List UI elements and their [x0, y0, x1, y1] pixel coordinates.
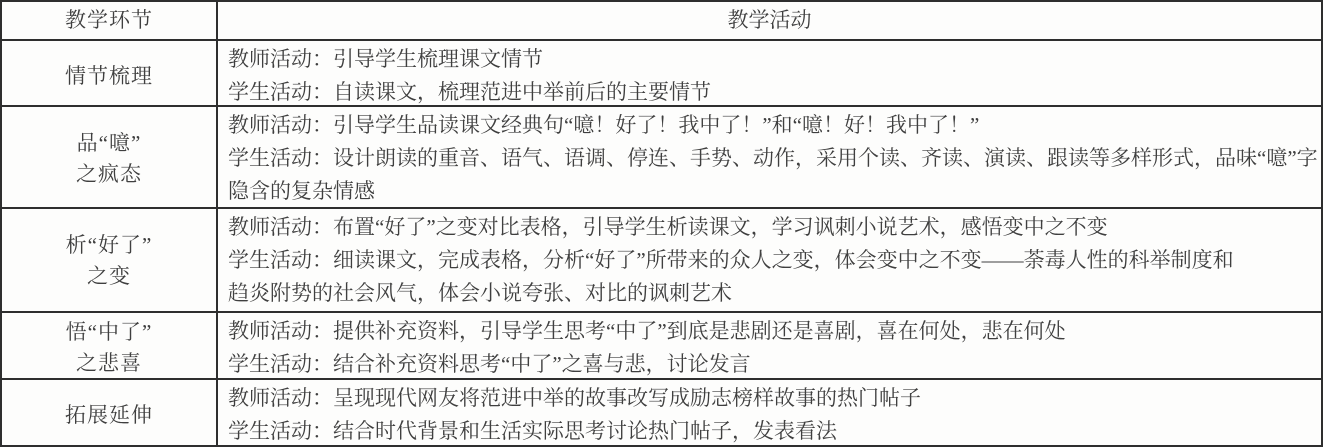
- stage-label: 品“噫”: [76, 130, 142, 155]
- stage-cell: [2, 41, 218, 111]
- stage-label: 悟“中了”: [65, 320, 153, 344]
- activity-cell: [218, 313, 1321, 383]
- stage-label-line2: 之变: [87, 263, 131, 288]
- header-stage-cell: [2, 2, 218, 39]
- student-activity-continuation: 趋炎附势的社会风气，体会小说夸张、对比的讽刺艺术: [228, 281, 732, 305]
- teacher-activity-line: 教师活动：呈现现代网友将范进中举的故事改写成励志榜样故事的热门帖子: [228, 386, 921, 410]
- stage-label: 情节梳理: [65, 63, 153, 88]
- student-activity-line: 学生活动：自读课文，梳理范进中举前后的主要情节: [228, 80, 711, 104]
- student-activity-line: 学生活动：设计朗读的重音、语气、语调、停连、手势、动作，采用个读、齐读、演读、跟读等多样形式，品味“噫”字: [228, 146, 1318, 170]
- table-row: [2, 378, 1321, 447]
- teacher-activity-line: 教师活动：布置“好了”之变对比表格，引导学生析读课文，学习讽刺小说艺术，感悟变中之不变: [228, 215, 1108, 239]
- table-row: [2, 105, 1321, 207]
- header-stage-label: 教学环节: [65, 8, 153, 32]
- student-activity-line: 学生活动：结合补充资料思考“中了”之喜与悲，讨论发言: [228, 352, 751, 376]
- teacher-activity-line: 教师活动：提供补充资料，引导学生思考“中了”到底是悲剧还是喜剧，喜在何处，悲在何处: [228, 319, 1066, 343]
- activity-cell: [218, 107, 1323, 210]
- activity-cell: [218, 41, 1321, 111]
- stage-cell: [2, 380, 218, 447]
- stage-cell: [2, 107, 218, 210]
- activity-cell: [218, 209, 1321, 312]
- table-header-row: [2, 2, 1321, 39]
- student-activity-line: 学生活动：结合时代背景和生活实际思考讨论热门帖子，发表看法: [228, 419, 837, 443]
- stage-label-line2: 之疯态: [76, 161, 142, 186]
- stage-label-line2: 之悲喜: [76, 351, 142, 375]
- activity-cell: [218, 380, 1321, 447]
- teacher-activity-line: 教师活动：引导学生品读课文经典句“噫！好了！我中了！”和“噫！好！我中了！”: [228, 113, 980, 137]
- header-activity-cell: [218, 2, 1321, 39]
- stage-label: 拓展延伸: [65, 402, 153, 427]
- student-activity-continuation: 隐含的复杂情感: [228, 179, 375, 203]
- table-row: [2, 311, 1321, 378]
- stage-cell: [2, 209, 218, 312]
- stage-label: 析“好了”: [65, 232, 153, 257]
- stage-cell: [2, 313, 218, 383]
- header-activity-label: 教学活动: [727, 8, 812, 32]
- student-activity-line: 学生活动：细读课文，完成表格，分析“好了”所带来的众人之变，体会变中之不变——荼毒人性的科举制度和: [228, 248, 1234, 272]
- table-row: [2, 207, 1321, 311]
- teacher-activity-line: 教师活动：引导学生梳理课文情节: [228, 47, 543, 71]
- table-row: [2, 39, 1321, 105]
